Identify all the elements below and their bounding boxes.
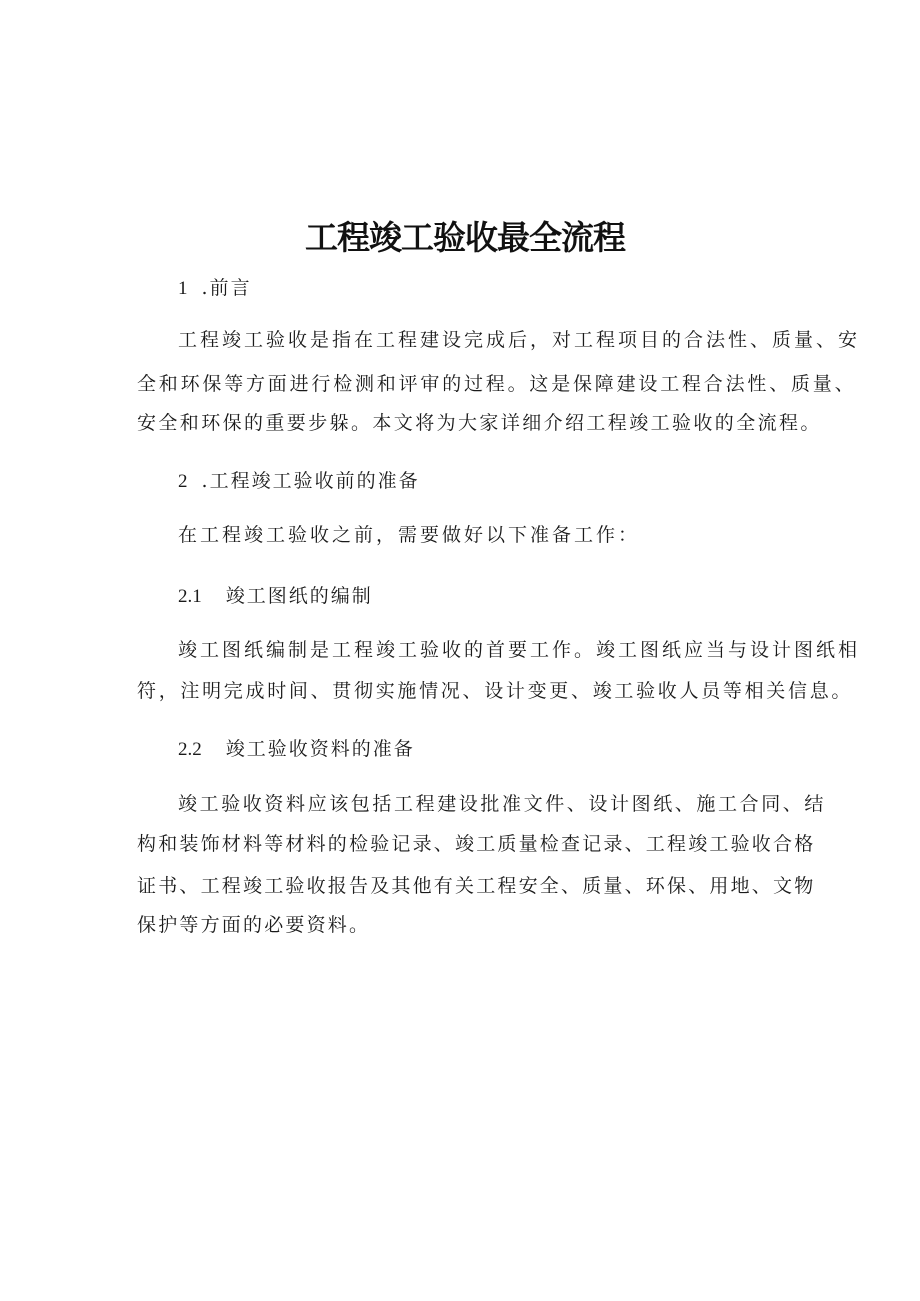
paragraph-line: 在工程竣工验收之前，需要做好以下准备工作： <box>178 524 641 546</box>
paragraph-line: 证书、工程竣工验收报告及其他有关工程安全、质量、环保、用地、文物 <box>137 875 816 897</box>
document-title: 工程竣工验收最全流程 <box>305 218 625 257</box>
section-heading-text: .前言 <box>201 277 252 299</box>
section-number: 2.2 <box>178 739 202 760</box>
section-number: 2.1 <box>178 586 202 607</box>
section-heading-1 <box>178 274 252 303</box>
section-heading-2 <box>178 467 420 496</box>
paragraph-line: 全和环保等方面进行检测和评审的过程。这是保障建设工程合法性、质量、 <box>137 373 857 395</box>
section-heading-2-2 <box>178 735 415 764</box>
paragraph-line: 构和装饰材料等材料的检验记录、竣工质量检查记录、工程竣工验收合格 <box>137 833 816 855</box>
paragraph-line: 工程竣工验收是指在工程建设完成后，对工程项目的合法性、质量、安 <box>178 329 861 351</box>
paragraph-line: 安全和环保的重要步躲。本文将为大家详细介绍工程竣工验收的全流程。 <box>137 412 822 434</box>
section-heading-2-1 <box>178 582 373 611</box>
section-heading-text: 竣工验收资料的准备 <box>225 738 415 760</box>
paragraph-line: 符，注明完成时间、贯彻实施情况、设计变更、竣工验收人员等相关信息。 <box>137 680 854 702</box>
section-number: 2 <box>178 471 188 492</box>
paragraph-line: 竣工验收资料应该包括工程建设批准文件、设计图纸、施工合同、结 <box>178 793 827 815</box>
paragraph-line: 竣工图纸编制是工程竣工验收的首要工作。竣工图纸应当与设计图纸相 <box>178 639 861 661</box>
section-heading-text: .工程竣工验收前的准备 <box>201 470 420 492</box>
section-heading-text: 竣工图纸的编制 <box>225 585 373 607</box>
paragraph-line: 保护等方面的必要资料。 <box>137 914 371 936</box>
section-number: 1 <box>178 278 188 299</box>
